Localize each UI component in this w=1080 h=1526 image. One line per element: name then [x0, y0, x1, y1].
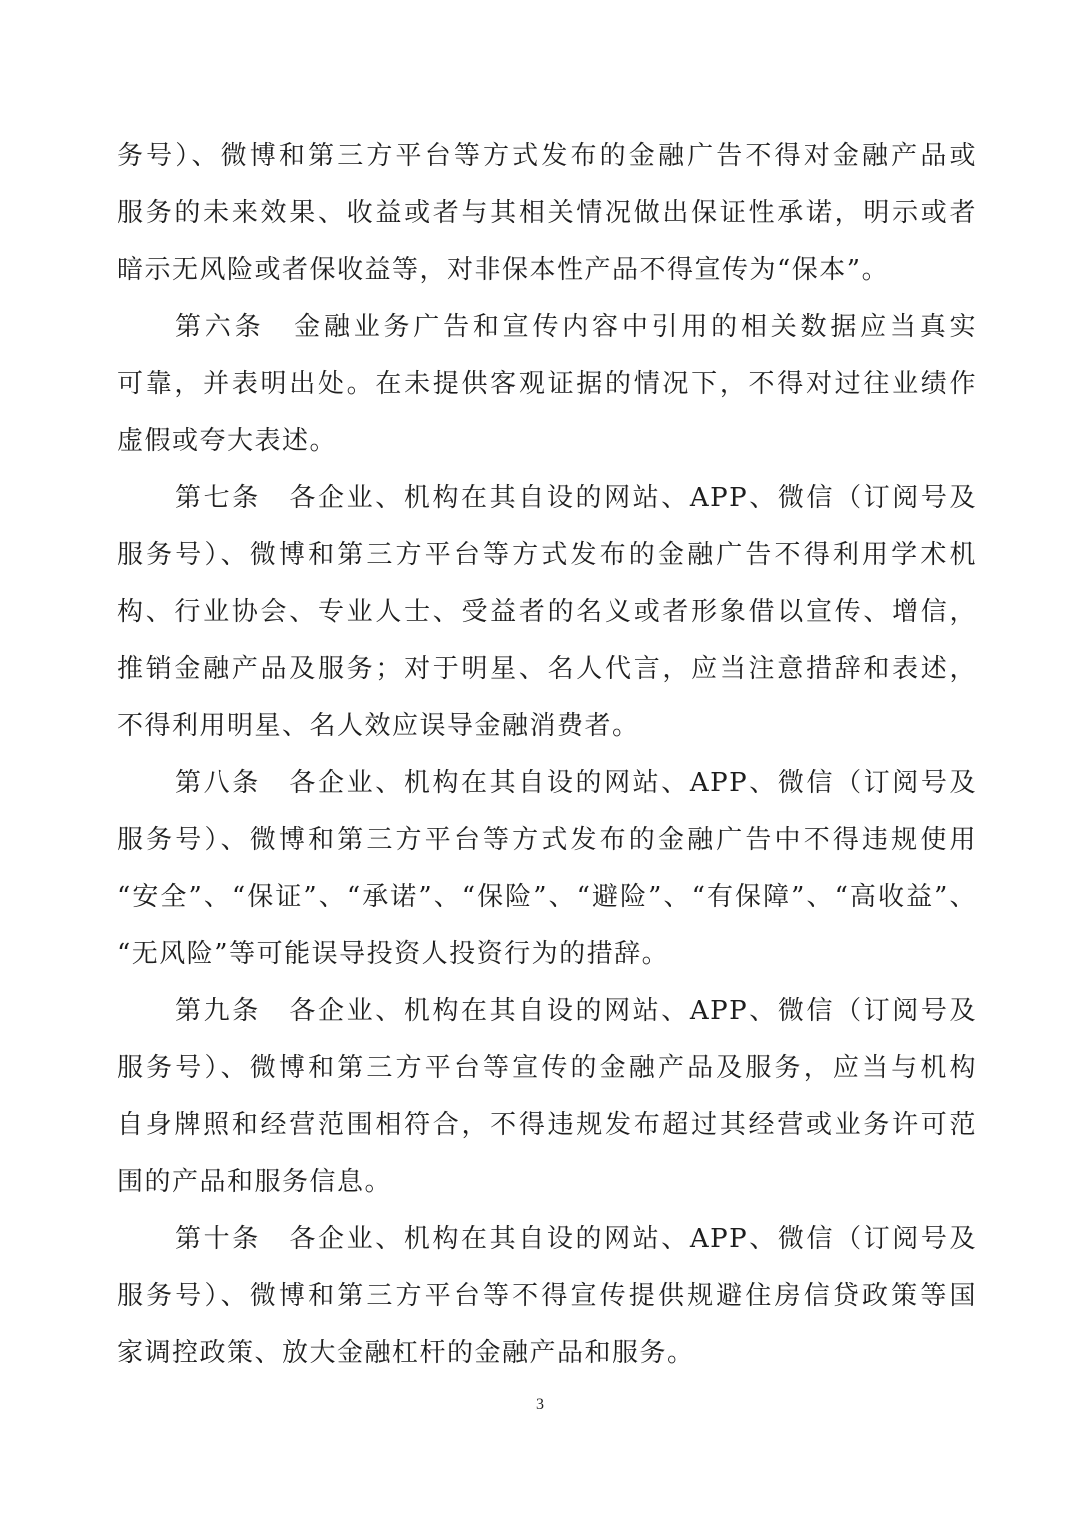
article-10-heading-line: 第十条 各企业、机构在其自设的网站、APP、微信（订阅号及 — [175, 1224, 977, 1254]
text-line: 构、行业协会、专业人士、受益者的名义或者形象借以宣传、增信， — [117, 597, 977, 627]
text-line: 可靠，并表明出处。在未提供客观证据的情况下，不得对过往业绩作 — [117, 369, 977, 399]
body-text — [117, 128, 977, 1382]
text-line: 务号）、微博和第三方平台等方式发布的金融广告不得对金融产品或 — [117, 141, 977, 171]
text-line: 服务号）、微博和第三方平台等方式发布的金融广告不得利用学术机 — [117, 540, 977, 570]
text-line: “安全”、“保证”、“承诺”、“保险”、“避险”、“有保障”、“高收益”、 — [117, 882, 977, 912]
text-line: 服务号）、微博和第三方平台等方式发布的金融广告中不得违规使用 — [117, 825, 977, 855]
article-6-heading-line: 第六条 金融业务广告和宣传内容中引用的相关数据应当真实 — [175, 312, 977, 342]
text-line: 服务的未来效果、收益或者与其相关情况做出保证性承诺，明示或者 — [117, 198, 977, 228]
text-line: 围的产品和服务信息。 — [117, 1167, 393, 1197]
page-number: 3 — [536, 1396, 544, 1413]
article-9-heading-line: 第九条 各企业、机构在其自设的网站、APP、微信（订阅号及 — [175, 996, 977, 1026]
text-line: “无风险”等可能误导投资人投资行为的措辞。 — [117, 939, 670, 969]
text-line: 推销金融产品及服务；对于明星、名人代言，应当注意措辞和表述， — [117, 654, 977, 684]
text-line: 服务号）、微博和第三方平台等不得宣传提供规避住房信贷政策等国 — [117, 1281, 977, 1311]
article-7-heading-line: 第七条 各企业、机构在其自设的网站、APP、微信（订阅号及 — [175, 483, 977, 513]
article-8-heading-line: 第八条 各企业、机构在其自设的网站、APP、微信（订阅号及 — [175, 768, 977, 798]
text-line: 虚假或夸大表述。 — [117, 426, 338, 456]
text-line: 家调控政策、放大金融杠杆的金融产品和服务。 — [117, 1338, 695, 1368]
text-line: 自身牌照和经营范围相符合，不得违规发布超过其经营或业务许可范 — [117, 1110, 977, 1140]
text-line: 暗示无风险或者保收益等，对非保本性产品不得宣传为“保本”。 — [117, 255, 890, 285]
text-line: 服务号）、微博和第三方平台等宣传的金融产品及服务，应当与机构 — [117, 1053, 977, 1083]
text-line: 不得利用明星、名人效应误导金融消费者。 — [117, 711, 640, 741]
